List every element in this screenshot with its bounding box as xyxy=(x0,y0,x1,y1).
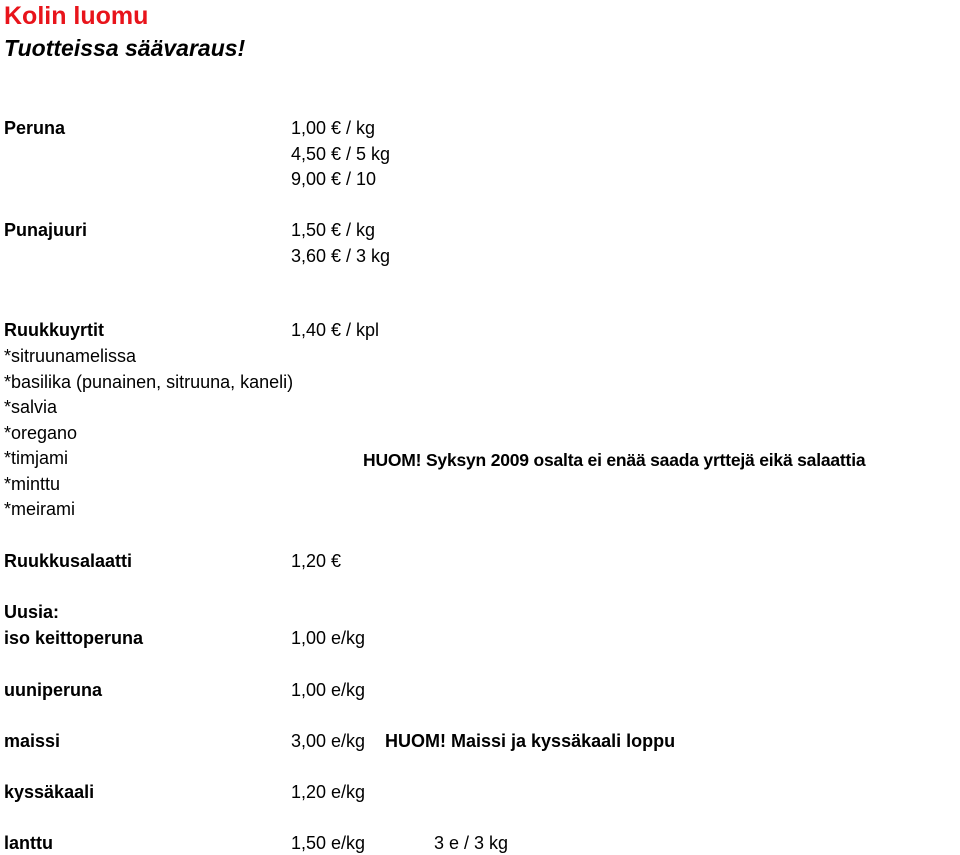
herb-variety: *salvia xyxy=(4,397,58,417)
price-ruukkusalaatti: 1,20 € xyxy=(291,551,342,571)
price-uuniperuna: 1,00 e/kg xyxy=(291,680,366,700)
herb-notice: HUOM! Syksyn 2009 osalta ei enää saada yrttejä eikä salaattia xyxy=(363,450,866,470)
price-ruukkuyrtit: 1,40 € / kpl xyxy=(291,320,380,340)
price-lanttu: 1,50 e/kg xyxy=(291,833,366,853)
price-peruna-kg: 1,00 € / kg xyxy=(291,118,376,138)
product-name-peruna: Peruna xyxy=(4,118,66,138)
product-name-ruukkusalaatti: Ruukkusalaatti xyxy=(4,551,133,571)
herb-variety: *oregano xyxy=(4,423,78,443)
price-peruna-5kg: 4,50 € / 5 kg xyxy=(291,144,391,164)
product-name-ruukkuyrtit: Ruukkuyrtit xyxy=(4,320,105,340)
new-products-heading: Uusia: xyxy=(4,602,60,622)
product-name-uuniperuna: uuniperuna xyxy=(4,680,102,700)
herb-variety: *minttu xyxy=(4,474,61,494)
price-maissi: 3,00 e/kg xyxy=(291,731,366,751)
price-lanttu-bulk: 3 e / 3 kg xyxy=(434,833,509,853)
price-iso-keittoperuna: 1,00 e/kg xyxy=(291,628,366,648)
product-name-kyssakaali: kyssäkaali xyxy=(4,782,95,802)
price-kyssakaali: 1,20 e/kg xyxy=(291,782,366,802)
price-punajuuri-kg: 1,50 € / kg xyxy=(291,220,376,240)
product-name-lanttu: lanttu xyxy=(4,833,53,853)
herb-variety: *sitruunamelissa xyxy=(4,346,137,366)
herb-variety: *meirami xyxy=(4,499,76,519)
product-name-iso-keittoperuna: iso keittoperuna xyxy=(4,628,144,648)
product-name-maissi: maissi xyxy=(4,731,61,751)
maissi-notice: HUOM! Maissi ja kyssäkaali loppu xyxy=(385,731,676,751)
product-name-punajuuri: Punajuuri xyxy=(4,220,88,240)
price-peruna-10: 9,00 € / 10 xyxy=(291,169,377,189)
page-title: Kolin luomu xyxy=(4,2,149,30)
page-subtitle: Tuotteissa säävaraus! xyxy=(4,35,246,61)
herb-variety: *timjami xyxy=(4,448,69,468)
herb-variety: *basilika (punainen, sitruuna, kaneli) xyxy=(4,372,294,392)
price-punajuuri-3kg: 3,60 € / 3 kg xyxy=(291,246,391,266)
